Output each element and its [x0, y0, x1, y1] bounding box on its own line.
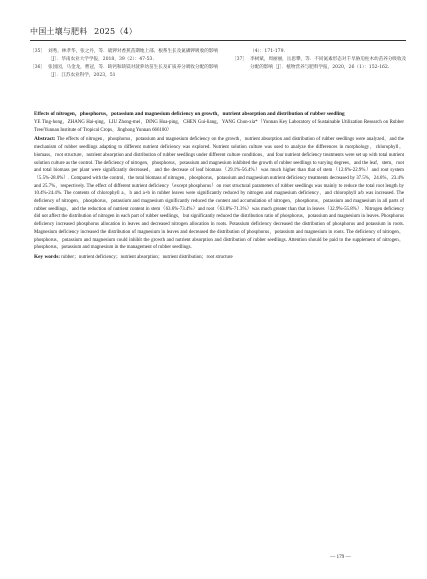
- reference-number: ［35］: [30, 49, 46, 54]
- keywords-paragraph: [34, 254, 404, 262]
- abstract-text: The effects of nitrogen，phosphorus，potassium and magnesium deficiency on the growth，nutrient absorption and distribution of rubber seedlings were analyzed，and the mechanism of rubber seedlings adapting to different nutrient deficiency was explored. Nutrient solution culture was used to analyze the differences in morphology，chlorophyll，biomass，root structure，nutrient absorption and distribution of rubber seedlings under different culture conditions，and four nutrient deficiency treatments were set up with total nutrient solution culture as the control. The deficiency of nitrogen，phosphorus，potassium and magnesium inhibited the growth of rubber seedlings to varying degrees，and the leaf，stem，root and total biomass per plant were significantly decreased，and the decrease of leaf biomass（29.1%-56.4%）was much higher than that of stem（12.6%-22.9%）and root system（5.5%-28.0%）. Compared with the control，the total biomass of nitrogen，phosphorus，potassium and magnesium nutrient deficiency treatments decreased by 37.5%，24.6%，23.4% and 25.7%，respectively. The effect of different nutrient deficiency（except phosphorus）on root structural parameters of rubber seedlings was mainly to reduce the total root length by 10.4%-24.4%. The contents of chlorophyll a，b and a+b in rubber leaves were significantly reduced by nitrogen and magnesium deficiency，and chlorophyll a/b was increased. The deficiency of nitrogen，phosphorus，potassium and magnesium significantly reduced the content and accumulation of nitrogen，phosphorus，potassium and magnesium in all parts of rubber seedlings，and the reduction of nutrient content in stem（63.6%-73.4%）and root（63.8%-71.3%）was much greater than that in leaves（32.9%-55.8%）. Nitrogen deficiency did not affect the distribution of nitrogen in each part of rubber seedlings，but significantly reduced the distribution ratio of phosphorus，potassium and magnesium in leaves. Phosphorus deficiency increased phosphorus allocation in leaves and decreased nitrogen allocation in roots. Potassium deficiency decreased the distribution of phosphorus and potassium in roots. Magnesium deficiency increased the distribution of magnesium in leaves and decreased the distribution of phosphorus，potassium and magnesium in roots. The deficiency of nitrogen，phosphorus，potassium and magnesium could inhibit the growth and nutrient absorption and distribution of rubber seedlings. Attention should be paid to the supplement of nitrogen，phosphorus，potassium and magnesium in the management of rubber seedlings.: [34, 137, 405, 251]
- reference-number: [232, 48, 250, 56]
- reference-number: ［37］: [232, 57, 248, 62]
- keywords-text: rubber；nutrient deficiency；nutrient absorption；nutrient distribution；root structure: [61, 254, 233, 260]
- reference-36-continued: [232, 48, 408, 56]
- running-header: [30, 26, 137, 37]
- reference-37: [232, 56, 408, 72]
- journal-name: 中国土壤与肥料: [30, 27, 88, 36]
- reference-35: [30, 48, 220, 64]
- reference-text: 刘秀，林孝华，张之丹，等．硫钾对香蕉苗期地上部、根系生长及氮磷钾吸收的影响［J］．华南农业大学学报，2018，39（2）：47-53.: [48, 49, 218, 62]
- article-authors: YE Ting-hong，ZHANG Hai-qing，LIU Zhong-mei，DING Hua-ping，CHEN Gui-liang，YANG Chun-xia*（Yunnan Key Laboratory of Sustainable Utilization Research on Rubber Tree/Yunnan Institute of Tropical Crops，Jinghong Yunnan 666100）: [34, 120, 404, 133]
- abstract-paragraph: [34, 136, 404, 252]
- article-title: Effects of nitrogen，phosphorus，potassium and magnesium deficiency on growth，nutrient absorption and distribution of rubber seedling: [34, 111, 345, 117]
- year-issue: 2025（4）: [94, 27, 138, 36]
- reference-number: ［36］: [30, 65, 46, 70]
- reference-text: 张园园，马金龙，曹冠，等．缺钙和缺镁对菠萝幼苗生长及矿质养分吸收分配的影响［J］．江苏农业科学，2023，51: [48, 65, 218, 78]
- reference-text: 李树斌，周丽丽，岳思攀，等．不同氮素形态对千旱胁迫柱木幼苗养分吸收及分配的影响［J］．植物营养与肥料学报，2020，26（1）：152-162.: [250, 57, 407, 70]
- reference-36: [30, 64, 220, 80]
- references-left-column: [30, 48, 220, 80]
- keywords-label: Key words:: [34, 253, 61, 260]
- header-rule: [30, 40, 406, 41]
- references-right-column: [232, 48, 408, 72]
- reference-text: （4）：171-179.: [250, 49, 285, 54]
- english-abstract-section: [34, 110, 404, 262]
- abstract-label: Abstract:: [34, 136, 56, 143]
- page-number: — 179 —: [330, 554, 351, 560]
